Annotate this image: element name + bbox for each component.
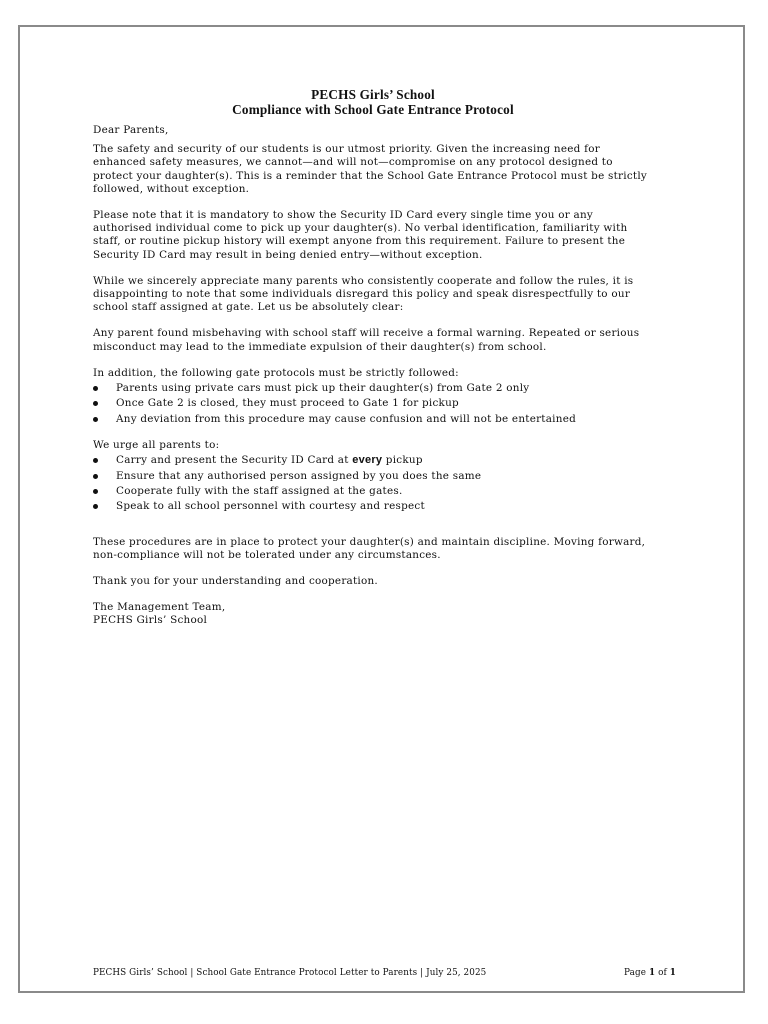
paragraph-id-card: Please note that it is mandatory to show the Security ID Card every single time you or any authorised individual come to pick up your daughter(s). No verbal identification, familiarity with staff, or routine pickup history will exempt anyone from this requirement. Failure to present the Security ID Card may result in being denied entry—without exception. — [93, 209, 628, 261]
subject-title: Compliance with School Gate Entrance Protocol — [232, 102, 514, 117]
paragraph-closing: These procedures are in place to protect your daughter(s) and maintain discipline. Moving forward, non-compliance will not be tolerated under any circumstances. — [93, 535, 646, 561]
list-item: Cooperate fully with the staff assigned at the gates. — [93, 485, 653, 498]
signoff-team: The Management Team, — [93, 601, 226, 614]
urge-list — [93, 454, 653, 513]
protocols-list — [93, 382, 653, 426]
page-number: Page 1 of 1 — [624, 968, 676, 978]
footer-text: PECHS Girls’ School | School Gate Entrance Protocol Letter to Parents | July 25, 2025 — [93, 968, 487, 978]
protocols-intro: In addition, the following gate protocols must be strictly followed: — [93, 366, 459, 379]
list-item: Speak to all school personnel with courtesy and respect — [93, 500, 653, 513]
list-item: Ensure that any authorised person assigned by you does the same — [93, 470, 653, 483]
bullet-icon — [93, 458, 98, 463]
salutation: Dear Parents, — [93, 124, 169, 136]
thanks-line: Thank you for your understanding and cooperation. — [93, 575, 378, 588]
paragraph-conduct: While we sincerely appreciate many parents who consistently cooperate and follow the rules, it is disappointing to note that some individuals disregard this policy and speak disrespectfully to our school staff assigned at gate. Let us be absolutely clear: — [93, 274, 634, 314]
list-item: Carry and present the Security ID Card at every pickup — [93, 454, 653, 467]
school-name-title: PECHS Girls’ School — [311, 87, 435, 102]
bullet-icon — [93, 489, 98, 494]
urge-intro: We urge all parents to: — [93, 439, 220, 452]
bullet-icon — [93, 386, 98, 391]
emphasis-every: every — [352, 454, 383, 467]
list-item: Any deviation from this procedure may cause confusion and will not be entertained — [93, 413, 653, 426]
signoff-school: PECHS Girls’ School — [93, 614, 208, 627]
bullet-icon — [93, 401, 98, 406]
list-item: Parents using private cars must pick up their daughter(s) from Gate 2 only — [93, 382, 653, 395]
paragraph-intro: The safety and security of our students is our utmost priority. Given the increasing need for enhanced safety measures, we cannot—and will not—compromise on any protocol designed to protect your daughter(s). This is a reminder that the School Gate Entrance Protocol must be strictly followed, without exception. — [93, 143, 648, 195]
letter-header — [93, 87, 653, 117]
list-item: Once Gate 2 is closed, they must proceed to Gate 1 for pickup — [93, 397, 653, 410]
bullet-icon — [93, 417, 98, 422]
bullet-icon — [93, 474, 98, 479]
paragraph-warning: Any parent found misbehaving with school staff will receive a formal warning. Repeated or serious misconduct may lead to the immediate expulsion of their daughter(s) from school. — [93, 327, 640, 353]
letter-body — [93, 87, 653, 628]
bullet-icon — [93, 504, 98, 509]
